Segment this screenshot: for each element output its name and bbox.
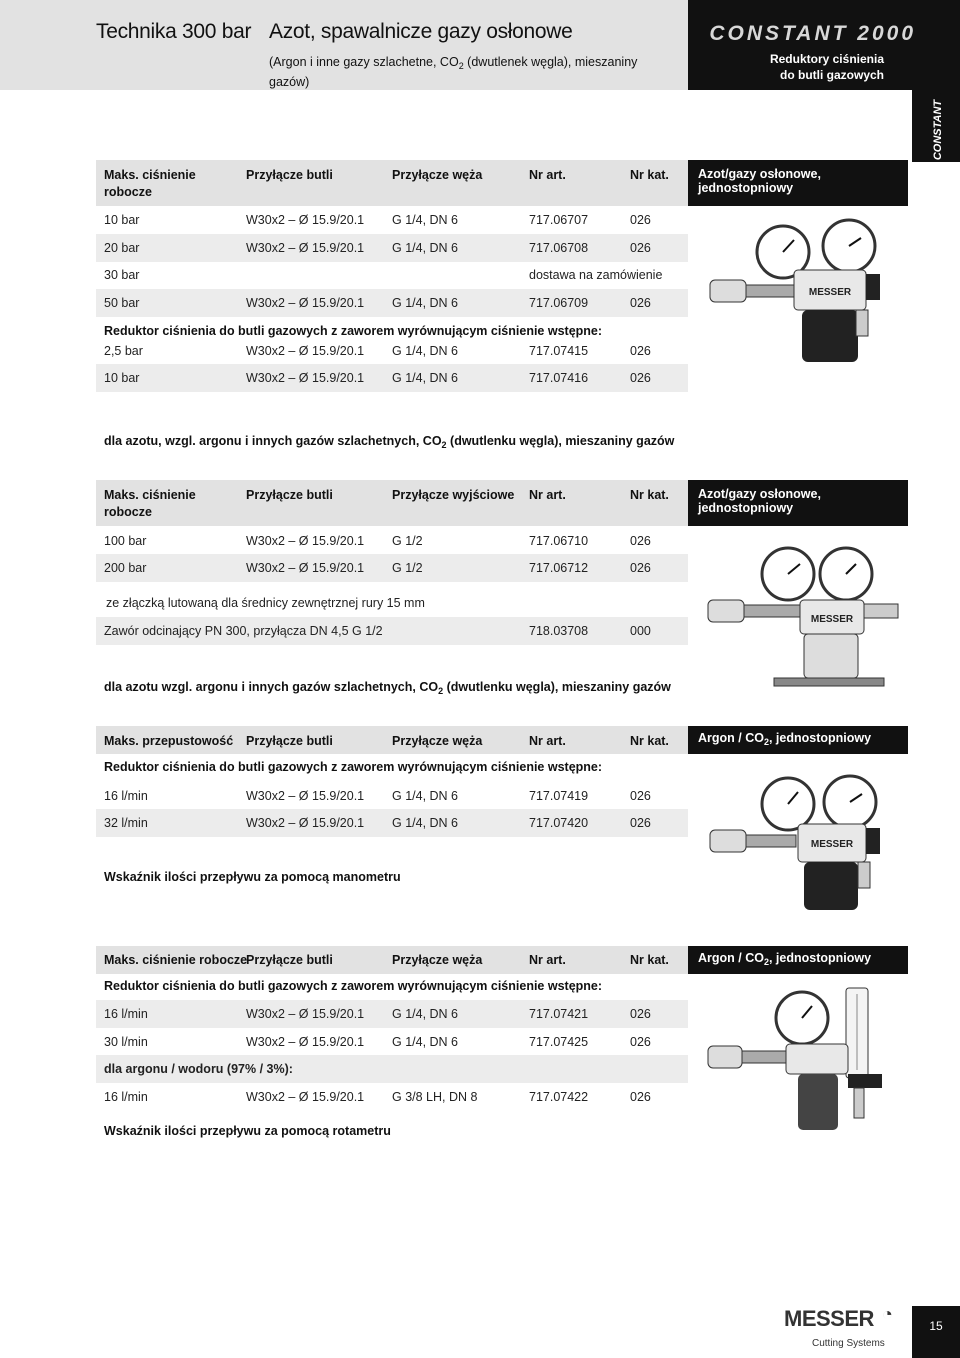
s1-col-pressure: Maks. ciśnienie robocze [104,168,196,199]
table-row: 16 l/min W30x2 – Ø 15.9/20.1 G 1/4, DN 6 717.07419 026 [104,789,651,803]
device-label: MESSER [808,287,852,298]
brand-line-1: Reduktory ciśnienia [769,52,884,66]
s1-col-hose: Przyłącze węża [392,168,483,182]
side-tab [912,90,960,162]
s1-col-art: Nr art. [529,168,566,182]
table-row: 50 bar W30x2 – Ø 15.9/20.1 G 1/4, DN 6 717.06709 026 [96,289,688,317]
brand-name: CONSTANT 2000 [709,22,916,45]
s4-col-cylinder: Przyłącze butli [246,953,333,967]
s3-col-art: Nr art. [529,734,566,748]
side-tab-label: CONSTANT [932,99,944,161]
s1-col-cat: Nr kat. [630,168,669,182]
s3-col-hose: Przyłącze węża [392,734,483,748]
s3-type-box: Argon / $CO_2$, jednostopniowy [688,726,908,754]
table-row: 200 bar W30x2 – Ø 15.9/20.1 G 1/2 717.06712 026 [96,554,688,582]
s4-col-art: Nr art. [529,953,566,967]
table-row: 30 bar dostawa na zamówienie [104,268,663,282]
s1-type-box: Azot/gazy osłonowe, jednostopniowy [688,160,908,206]
s2-col-pressure: Maks. ciśnienie robocze [104,488,196,519]
regulator-image-1 [706,218,896,368]
s2-col-cat: Nr kat. [630,488,669,502]
page-subtitle: (Argon i inne gazy szlachetne, $CO_2$ (dwutlenek węgla), mieszaniny gazów) [269,55,638,89]
s2-col-cylinder: Przyłącze butli [246,488,333,502]
svg-text:MESSER: MESSER [810,614,854,625]
s2-subnote: ze złączką lutowaną dla średnicy zewnętrznej rury 15 mm [106,596,425,610]
table-row: 16 l/min W30x2 – Ø 15.9/20.1 G 1/4, DN 6 717.07421 026 [96,1000,688,1028]
s2-note: dla azotu wzgl. argonu i innych gazów szlachetnych, $CO_2$ (dwutlenku węgla), mieszaniny gazów [104,680,671,696]
table-row: 32 l/min W30x2 – Ø 15.9/20.1 G 1/4, DN 6 717.07420 026 [96,809,688,837]
footer-subtitle: Cutting Systems [812,1338,885,1349]
s4-type-box: Argon / $CO_2$, jednostopniowy [688,946,908,974]
table-row: 2,5 bar W30x2 – Ø 15.9/20.1 G 1/4, DN 6 717.07415 026 [104,344,651,358]
page-number: 15 [912,1306,960,1358]
messer-logo-icon: ◔ [882,1304,893,1324]
regulator-image-2 [704,540,904,690]
table-row: 30 l/min W30x2 – Ø 15.9/20.1 G 1/4, DN 6 717.07425 026 [104,1035,651,1049]
regulator-image-3 [706,772,896,916]
s3-col-cylinder: Przyłącze butli [246,734,333,748]
s3-col-flow: Maks. przepustowość [104,734,234,748]
s4-col-hose: Przyłącze węża [392,953,483,967]
s4-note: Wskaźnik ilości przepływu za pomocą rotametru [104,1124,391,1138]
argon-label-row: dla argonu / wodoru (97% / 3%): [96,1055,688,1083]
brand-band [688,0,960,90]
table-row: 16 l/min W30x2 – Ø 15.9/20.1 G 3/8 LH, DN 8 717.07422 026 [104,1090,651,1104]
table-row: Zawór odcinający PN 300, przyłącza DN 4,5 G 1/2 718.03708 000 [96,617,688,645]
s1-note: dla azotu, wzgl. argonu i innych gazów szlachetnych, $CO_2$ (dwutlenku węgla), mieszaniny gazów [104,434,675,450]
s3-col-cat: Nr kat. [630,734,669,748]
category-title: Technika 300 bar [96,20,252,43]
footer-logo: MESSER [784,1306,874,1331]
regulator-image-4 [704,984,894,1136]
table-row: 100 bar W30x2 – Ø 15.9/20.1 G 1/2 717.06710 026 [104,534,651,548]
table-row: 10 bar W30x2 – Ø 15.9/20.1 G 1/4, DN 6 717.06707 026 [104,213,651,227]
s2-type-box: Azot/gazy osłonowe, jednostopniowy [688,480,908,526]
s4-subhead: Reduktor ciśnienia do butli gazowych z zaworem wyrównującym ciśnienie wstępne: [104,979,603,993]
s4-col-cat: Nr kat. [630,953,669,967]
svg-text:MESSER: MESSER [810,839,854,850]
s3-subhead: Reduktor ciśnienia do butli gazowych z zaworem wyrównującym ciśnienie wstępne: [104,760,603,774]
page-title: Azot, spawalnicze gazy osłonowe [269,20,573,43]
s3-note: Wskaźnik ilości przepływu za pomocą manometru [104,870,401,884]
s4-col-pressure: Maks. ciśnienie robocze [104,953,248,967]
table-row: 20 bar W30x2 – Ø 15.9/20.1 G 1/4, DN 6 717.06708 026 [96,234,688,262]
s2-col-art: Nr art. [529,488,566,502]
table-row: 10 bar W30x2 – Ø 15.9/20.1 G 1/4, DN 6 717.07416 026 [96,364,688,392]
brand-line-2: do butli gazowych [780,68,884,82]
s1-col-cylinder: Przyłącze butli [246,168,333,182]
s1-subhead: Reduktor ciśnienia do butli gazowych z zaworem wyrównującym ciśnienie wstępne: [104,324,603,338]
s2-col-outlet: Przyłącze wyjściowe [392,488,515,502]
